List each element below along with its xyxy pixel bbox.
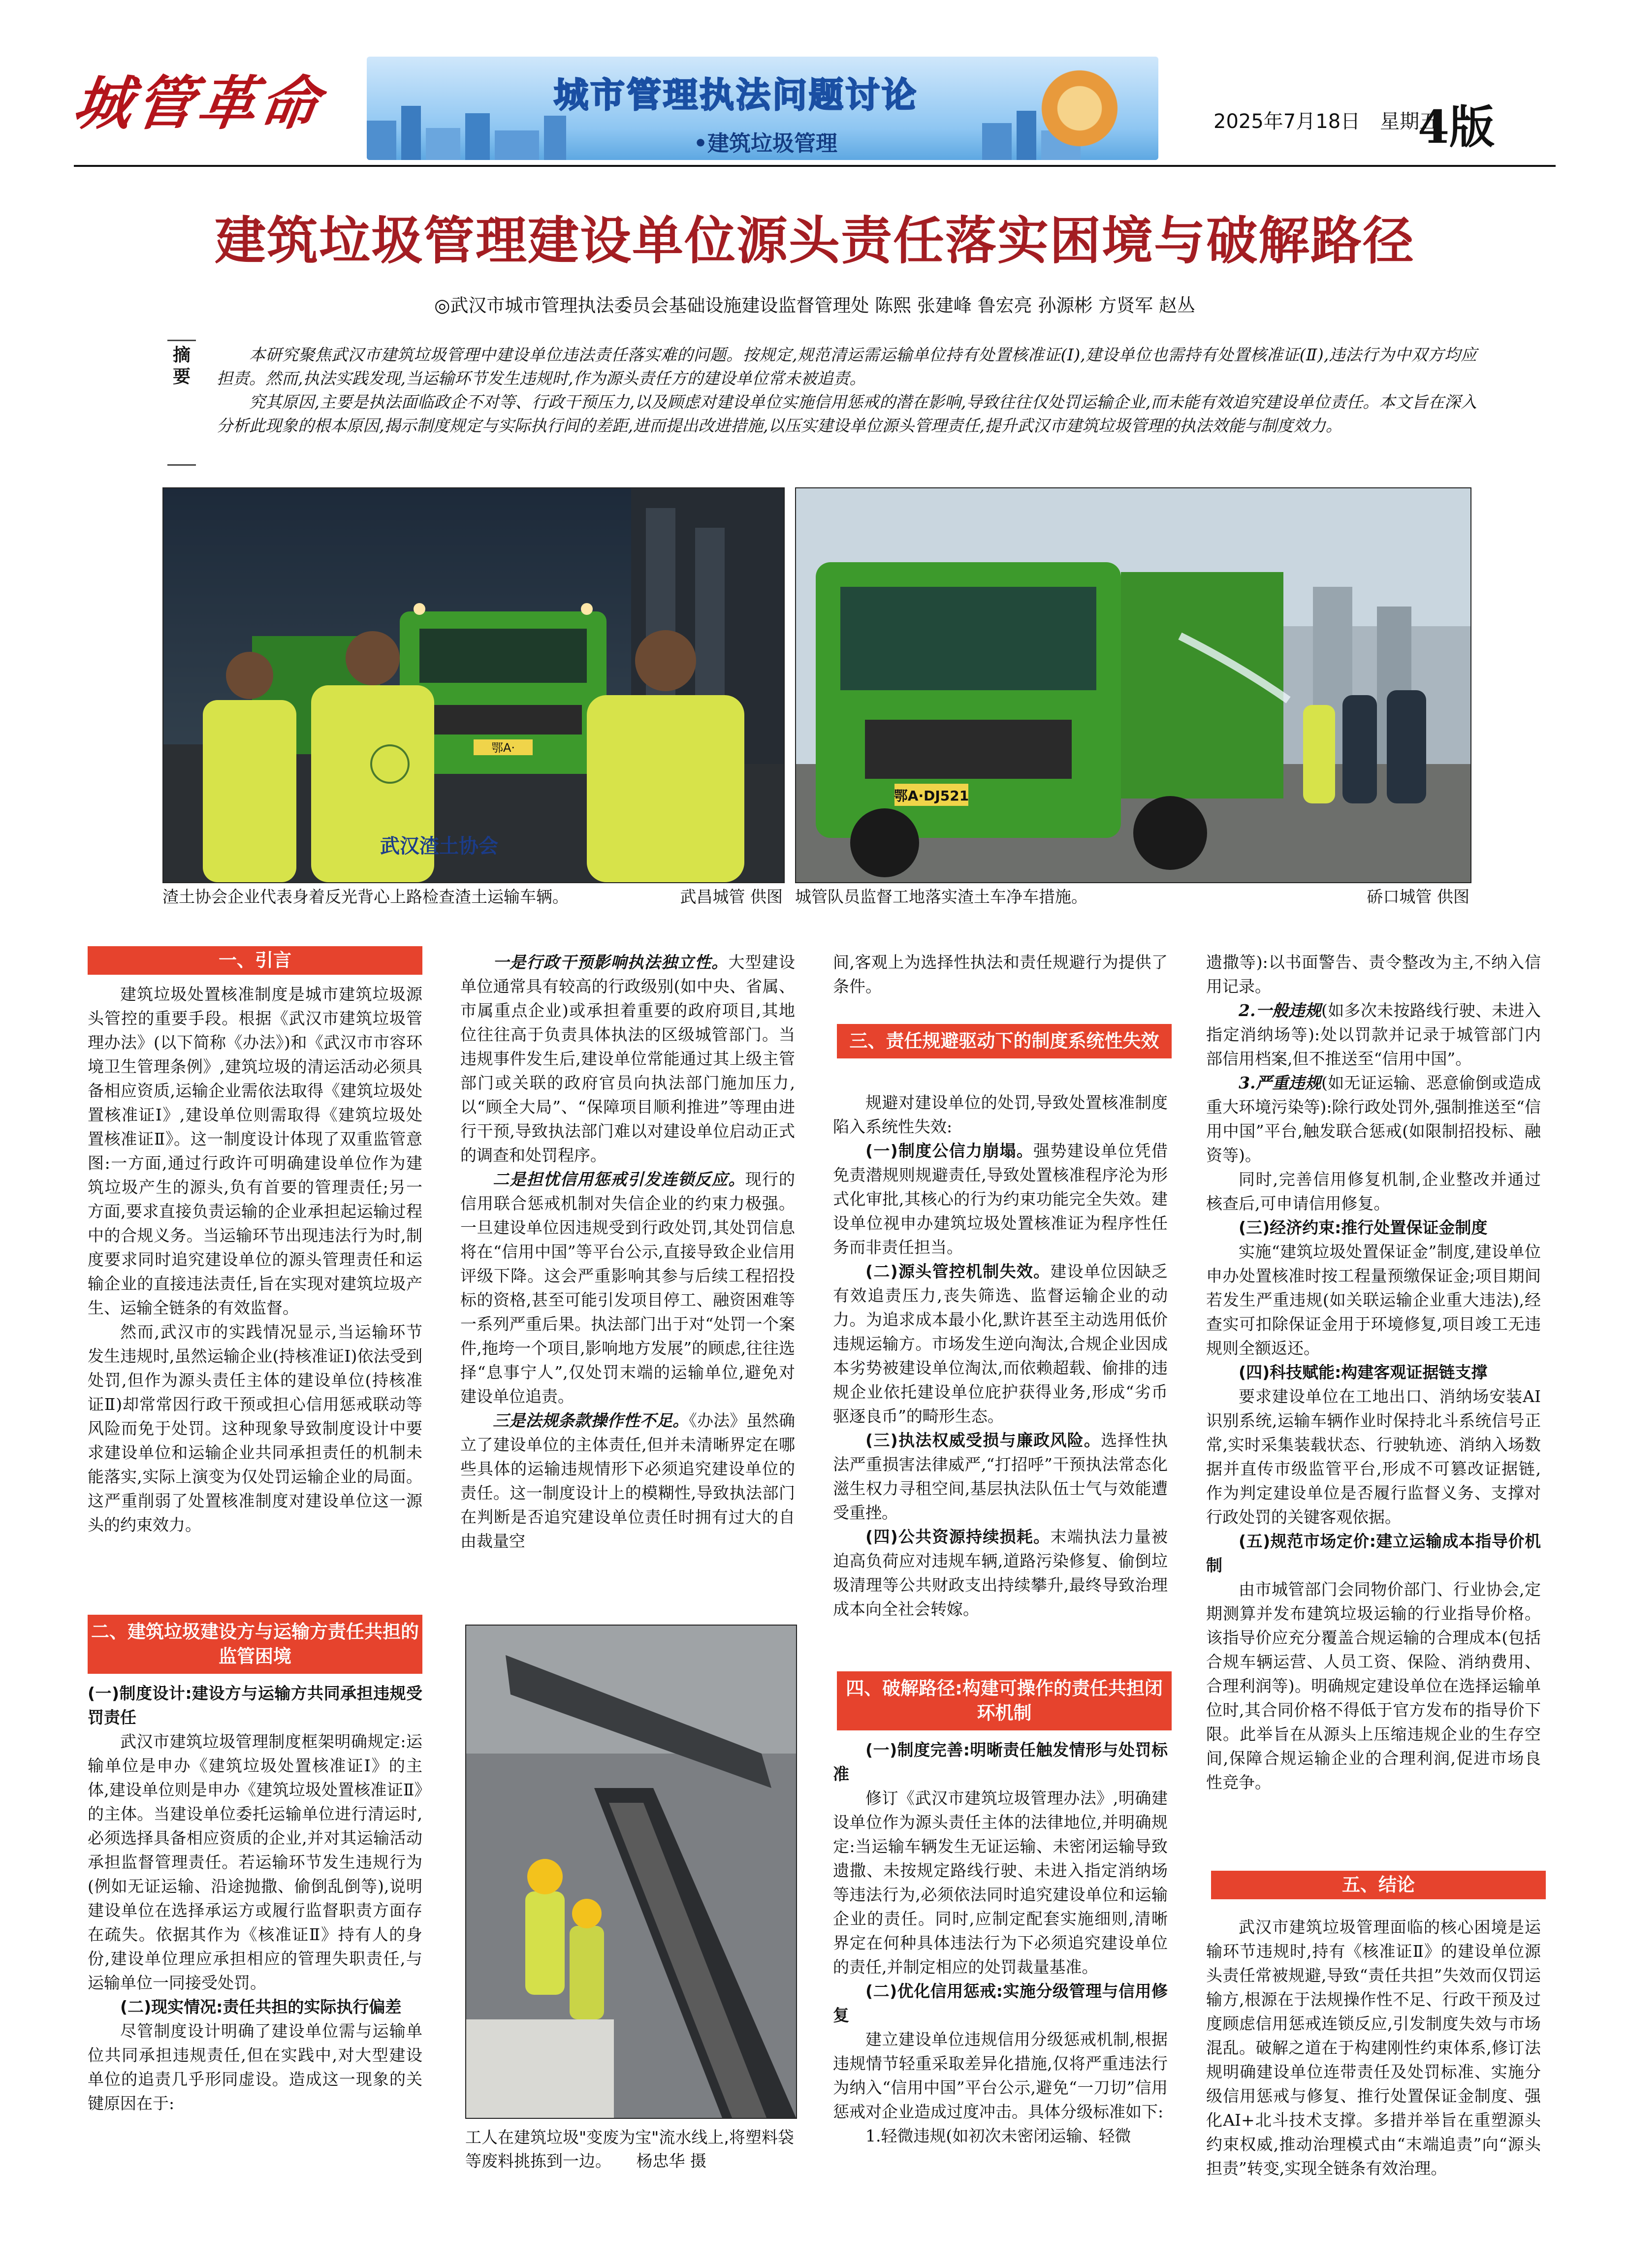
paragraph: 1.轻微违规(如初次未密闭运输、轻微	[865, 2126, 1131, 2145]
subheading: (五)规范市场定价:建立运输成本指导价机制	[1206, 1532, 1541, 1575]
paragraph	[833, 1525, 1168, 1621]
paragraph: 同时,完善信用修复机制,企业整改并通过核查后,可申请信用修复。	[1206, 1170, 1541, 1213]
column-3-body-2	[833, 1090, 1168, 1621]
banner-subtitle: •建筑垃圾管理	[693, 131, 838, 156]
column-4-body-2	[1206, 1915, 1541, 2180]
photo2-credit: 硚口城管 供图	[1367, 887, 1469, 906]
paragraph: 修订《武汉市建筑垃圾管理办法》,明确建设单位作为源头责任主体的法律地位,并明确规定:当运输车辆发生无证运输、未密闭运输导致遗撒、未按规定路线行驶、未进入指定消纳场等违法行为,必须依法同时追究建设单位和运输企业的责任。同时,应制定配套实施细则,清晰界定在何种具体违法行为下必须追究建设单位的责任,并制定相应的处罚裁量基准。	[833, 1789, 1168, 1977]
photo-recycling-line	[465, 1625, 797, 2119]
column-4-body	[1206, 950, 1541, 1794]
subheading: (二)源头管控机制失效。	[865, 1262, 1051, 1281]
subheading: (三)执法权威受损与廉政风险。	[865, 1431, 1101, 1450]
column-1-body	[88, 982, 422, 1537]
paragraph: 尽管制度设计明确了建设单位需与运输单位共同承担违规责任,但在实践中,对大型建设单位的追责几乎形同虚设。造成这一现象的关键原因在于:	[88, 2021, 422, 2113]
paragraph-text: (如无证运输、恶意偷倒或造成重大环境污染等):除行政处罚外,强制推送至“信用中国”平台,触发联合惩戒(如限制招投标、融资等)。	[1206, 1073, 1541, 1165]
abstract-label: 摘要	[172, 345, 191, 387]
paragraph: 遗撒等):以书面警告、责令整改为主,不纳入信用记录。	[1206, 953, 1541, 996]
masthead-logo: 城管革命	[69, 69, 327, 137]
photo3-caption-text: 工人在建筑垃圾"变废为宝"流水线上,将塑料袋等废料挑拣到一边。	[465, 2128, 794, 2171]
paragraph	[1206, 998, 1541, 1071]
photo1-credit: 武昌城管 供图	[680, 887, 783, 906]
paragraph-lead: 三是法规条款操作性不足。	[493, 1411, 689, 1430]
paragraph: 要求建设单位在工地出口、消纳场安装AI识别系统,运输车辆作业时保持北斗系统信号正常,实时采集装载状态、行驶轨迹、消纳入场数据并直传市级监管平台,形成不可篡改证据链,作为判定建设单位是否履行监督义务、支撑对行政处罚的关键客观依据。	[1206, 1387, 1541, 1527]
abstract-paragraph: 本研究聚焦武汉市建筑垃圾管理中建设单位违法责任落实难的问题。按规定,规范清运需运输单位持有处置核准证(Ⅰ),建设单位也需持有处置核准证(Ⅱ),违法行为中双方均应担责。然而,执法实践发现,当运输环节发生违规时,作为源头责任方的建设单位常未被追责。	[217, 345, 1477, 388]
column-banner	[367, 57, 1158, 160]
paragraph	[460, 1167, 795, 1408]
photo-inspectors-checking-trucks	[162, 487, 785, 883]
paragraph: 规避对建设单位的处罚,导致处置核准制度陷入系统性失效:	[833, 1093, 1168, 1136]
subheading: (三)经济约束:推行处置保证金制度	[1239, 1218, 1488, 1237]
section-header-1: 一、引言	[88, 946, 422, 975]
paragraph-text: 末端执法力量被迫高负荷应对违规车辆,道路污染修复、偷倒垃圾清理等公共财政支出持续攀升,最终导致治理成本向全社会转嫁。	[833, 1527, 1168, 1619]
section-header-3: 三、责任规避驱动下的制度系统性失效	[837, 1024, 1172, 1058]
paragraph-text: 选择性执法严重损害法律威严,“打招呼”干预执法常态化滋生权力寻租空间,基层执法队伍士气与效能遭受重挫。	[833, 1431, 1168, 1522]
edition-number: 4版	[1418, 100, 1495, 154]
column-2-body	[460, 950, 795, 1553]
recycling-conveyor-scene	[466, 1626, 796, 2118]
paragraph: 武汉市建筑垃圾管理制度框架明确规定:运输单位是申办《建筑垃圾处置核准证Ⅰ》的主体,建设单位则是申办《建筑垃圾处置核准证Ⅱ》的主体。当建设单位委托运输单位进行清运时,必须选择具备相应资质的企业,并对其运输活动承担监督管理责任。若运输环节发生违规行为(例如无证运输、沿途抛撒、偷倒乱倒等),说明建设单位在选择承运方或履行监督职责方面存在疏失。依据其作为《核准证Ⅱ》持有人的身份,建设单位理应承担相应的管理失职责任,与运输单位一同接受处罚。	[88, 1732, 422, 1992]
paragraph-text: 强势建设单位凭借免责潜规则规避责任,导致处置核准程序沦为形式化审批,其核心的行为约束功能完全失效。建设单位视申办建筑垃圾处置核准证为程序性任务而非责任担当。	[833, 1141, 1168, 1257]
paragraph-text: (如多次未按路线行驶、未进入指定消纳场等):处以罚款并记录于城管部门内部信用档案,但不推送至“信用中国”。	[1206, 1001, 1541, 1068]
abstract-text	[217, 343, 1477, 438]
paragraph: 武汉市建筑垃圾管理面临的核心困境是运输环节违规时,持有《核准证Ⅱ》的建设单位源头责任常被规避,导致“责任共担”失效而仅罚运输方,根源在于法规操作性不足、行政干预及过度顾虑信用惩戒连锁反应,引发制度失效与市场混乱。破解之道在于构建刚性约束体系,修订法规明确建设单位连带责任及处罚标准、实施分级信用惩戒与修复、推行处置保证金制度、强化AI+北斗技术支撑。多措并举旨在重塑源头约束权威,推动治理模式由“末端追责”向“源头担责”转变,实现全链条有效治理。	[1206, 1917, 1541, 2178]
subheading: (一)制度设计:建设方与运输方共同承担违规受罚责任	[88, 1684, 422, 1727]
paragraph: 由市城管部门会同物价部门、行业协会,定期测算并发布建筑垃圾运输的行业指导价格。该指导价应充分覆盖合规运输的合理成本(包括合规车辆运营、人员工资、保险、消纳费用、合理利润等)。明确规定建设单位在选择运输单位时,其合同价格不得低于官方发布的指导价下限。此举旨在从源头上压缩违规企业的生存空间,保障合规运输企业的合理利润,促进市场良性竞争。	[1206, 1580, 1541, 1792]
truck-plate: 鄂A·	[491, 741, 515, 755]
subheading: (二)优化信用惩戒:实施分级管理与信用修复	[833, 1981, 1168, 2025]
paragraph: 建立建设单位违规信用分级惩戒机制,根据违规情节轻重采取差异化措施,仅将严重违法行为纳入“信用中国”平台公示,避免“一刀切”信用惩戒对企业造成过度冲击。具体分级标准如下:	[833, 2030, 1168, 2121]
photo3-credit: 杨忠华 摄	[636, 2151, 706, 2171]
masthead-rule	[74, 165, 1556, 167]
paragraph-text: 现行的信用联合惩戒机制对失信企业的约束力极强。一旦建设单位因违规受到行政处罚,其处罚信息将在“信用中国”等平台公示,直接导致企业信用评级下降。这会严重影响其参与后续工程招投标的资格,甚至可能引发项目停工、融资困难等一系列严重后果。执法部门出于对“处罚一个案件,拖垮一个项目,影响地方发展”的顾虑,往往选择“息事宁人”,仅处罚末端的运输单位,避免对建设单位追责。	[460, 1170, 796, 1406]
truck-plate: 鄂A·DJ521	[894, 788, 969, 804]
paragraph	[460, 950, 795, 1167]
section-header-4: 四、破解路径:构建可操作的责任共担闭环机制	[837, 1671, 1172, 1730]
paragraph	[460, 1408, 795, 1553]
article-byline: ◎武汉市城市管理执法委员会基础设施建设监督管理处 陈熙 张建峰 鲁宏亮 孙源彬 方贤军 赵丛	[434, 295, 1195, 316]
truck-washing-scene	[796, 488, 1470, 882]
paragraph	[833, 1139, 1168, 1259]
vest-text: 武汉渣土协会	[380, 835, 498, 858]
subheading: (一)制度完善:明晰责任触发情形与处罚标准	[833, 1740, 1168, 1784]
paragraph: 间,客观上为选择性执法和责任规避行为提供了条件。	[833, 953, 1168, 996]
paragraph-lead: 一是行政干预影响执法独立性。	[493, 953, 729, 972]
subheading: (四)公共资源持续损耗。	[865, 1527, 1051, 1546]
photo2-caption: 城管队员监督工地落实渣土车净车措施。	[795, 887, 1087, 906]
column-1-body-2	[88, 1681, 422, 2115]
paragraph: 实施“建筑垃圾处置保证金”制度,建设单位申办处置核准时按工程量预缴保证金;项目期间若发生严重违规(如关联运输企业重大违法),经查实可扣除保证金用于环境修复,项目竣工无违规则全额返还。	[1206, 1242, 1541, 1358]
paragraph	[833, 1428, 1168, 1525]
subheading: (一)制度公信力崩塌。	[865, 1141, 1034, 1160]
paragraph-text: 建设单位因缺乏有效追责压力,丧失筛选、监督运输企业的动力。为追求成本最小化,默许甚至主动选用低价违规运输方。市场发生逆向淘汰,合规企业因成本劣势被建设单位淘汰,而依赖超载、偷排的违规企业依托建设单位庇护获得业务,形成“劣币驱逐良币”的畸形生态。	[833, 1262, 1168, 1426]
section-header-2: 二、建筑垃圾建设方与运输方责任共担的监管困境	[88, 1615, 422, 1674]
paragraph-lead: 3.严重违规	[1239, 1073, 1322, 1092]
photo1-caption: 渣土协会企业代表身着反光背心上路检查渣土运输车辆。	[162, 887, 569, 906]
article-headline: 建筑垃圾管理建设单位源头责任落实困境与破解路径	[214, 211, 1415, 271]
paragraph: 然而,武汉市的实践情况显示,当运输环节发生违规时,虽然运输企业(持核准证Ⅰ)依法受到处罚,但作为源头责任主体的建设单位(持核准证Ⅱ)却常常因行政干预或担心信用惩戒联动等风险而免于处罚。这种现象导致制度设计中要求建设单位和运输企业共同承担责任的机制未能落实,实际上演变为仅处罚运输企业的局面。这严重削弱了处置核准制度对建设单位这一源头的约束效力。	[88, 1322, 422, 1534]
column-3-body-3	[833, 1738, 1168, 2148]
meeting-table-illustration	[1035, 64, 1124, 153]
paragraph	[1206, 1071, 1541, 1167]
issue-date: 2025年7月18日 星期五	[1213, 110, 1439, 133]
subheading: (二)现实情况:责任共担的实际执行偏差	[120, 1997, 402, 2016]
paragraph-text: 《办法》虽然确立了建设单位的主体责任,但并未清晰界定在哪些具体的运输违规情形下必须追究建设单位的责任。这一制度设计上的模糊性,导致执法部门在判断是否追究建设单位责任时拥有过大的自由裁量空	[460, 1411, 796, 1551]
abstract-paragraph: 究其原因,主要是执法面临政企不对等、行政干预压力,以及顾虑对建设单位实施信用惩戒的潜在影响,导致往往仅处罚运输企业,而未能有效追究建设单位责任。本文旨在深入分析此现象的根本原因,揭示制度规定与实际执行间的差距,进而提出改进措施,以压实建设单位源头管理责任,提升武汉市建筑垃圾管理的执法效能与制度效力。	[217, 392, 1477, 435]
banner-title: 城市管理执法问题讨论	[554, 75, 918, 115]
subheading: (四)科技赋能:构建客观证据链支撑	[1239, 1363, 1488, 1382]
paragraph: 建筑垃圾处置核准制度是城市建筑垃圾源头管控的重要手段。根据《武汉市建筑垃圾管理办法》(以下简称《办法》)和《武汉市市容环境卫生管理条例》,建筑垃圾的清运活动必须具备相应资质,运输企业需依法取得《建筑垃圾处置核准证Ⅰ》,建设单位则需取得《建筑垃圾处置核准证Ⅱ》。这一制度设计体现了双重监管意图:一方面,通过行政许可明确建设单位作为建筑垃圾产生的源头,负有首要的管理责任;另一方面,要求直接负责运输的企业承担起运输过程中的合规义务。当运输环节出现违法行为时,制度要求同时追究建设单位的源头管理责任和运输企业的直接违法责任,旨在实现对建筑垃圾产生、运输全链条的有效监督。	[88, 985, 422, 1317]
paragraph-lead: 2.一般违规	[1239, 1001, 1322, 1020]
paragraph-text: 大型建设单位通常具有较高的行政级别(如中央、省属、市属重点企业)或承担着重要的政府项目,其地位往往高于负责具体执法的区级城管部门。当违规事件发生后,建设单位常能通过其上级主管部门或关联的政府官员向执法部门施加压力,以“顾全大局”、“保障项目顺利推进”等理由进行干预,导致执法部门难以对建设单位启动正式的调查和处罚程序。	[460, 953, 796, 1165]
section-header-5: 五、结论	[1211, 1871, 1546, 1899]
column-3-body	[833, 950, 1168, 998]
night-inspection-scene	[163, 488, 784, 882]
paragraph	[833, 1259, 1168, 1428]
paragraph-lead: 二是担忧信用惩戒引发连锁反应。	[493, 1170, 745, 1189]
photo-truck-washing	[795, 487, 1471, 883]
photo3-caption	[465, 2126, 795, 2173]
